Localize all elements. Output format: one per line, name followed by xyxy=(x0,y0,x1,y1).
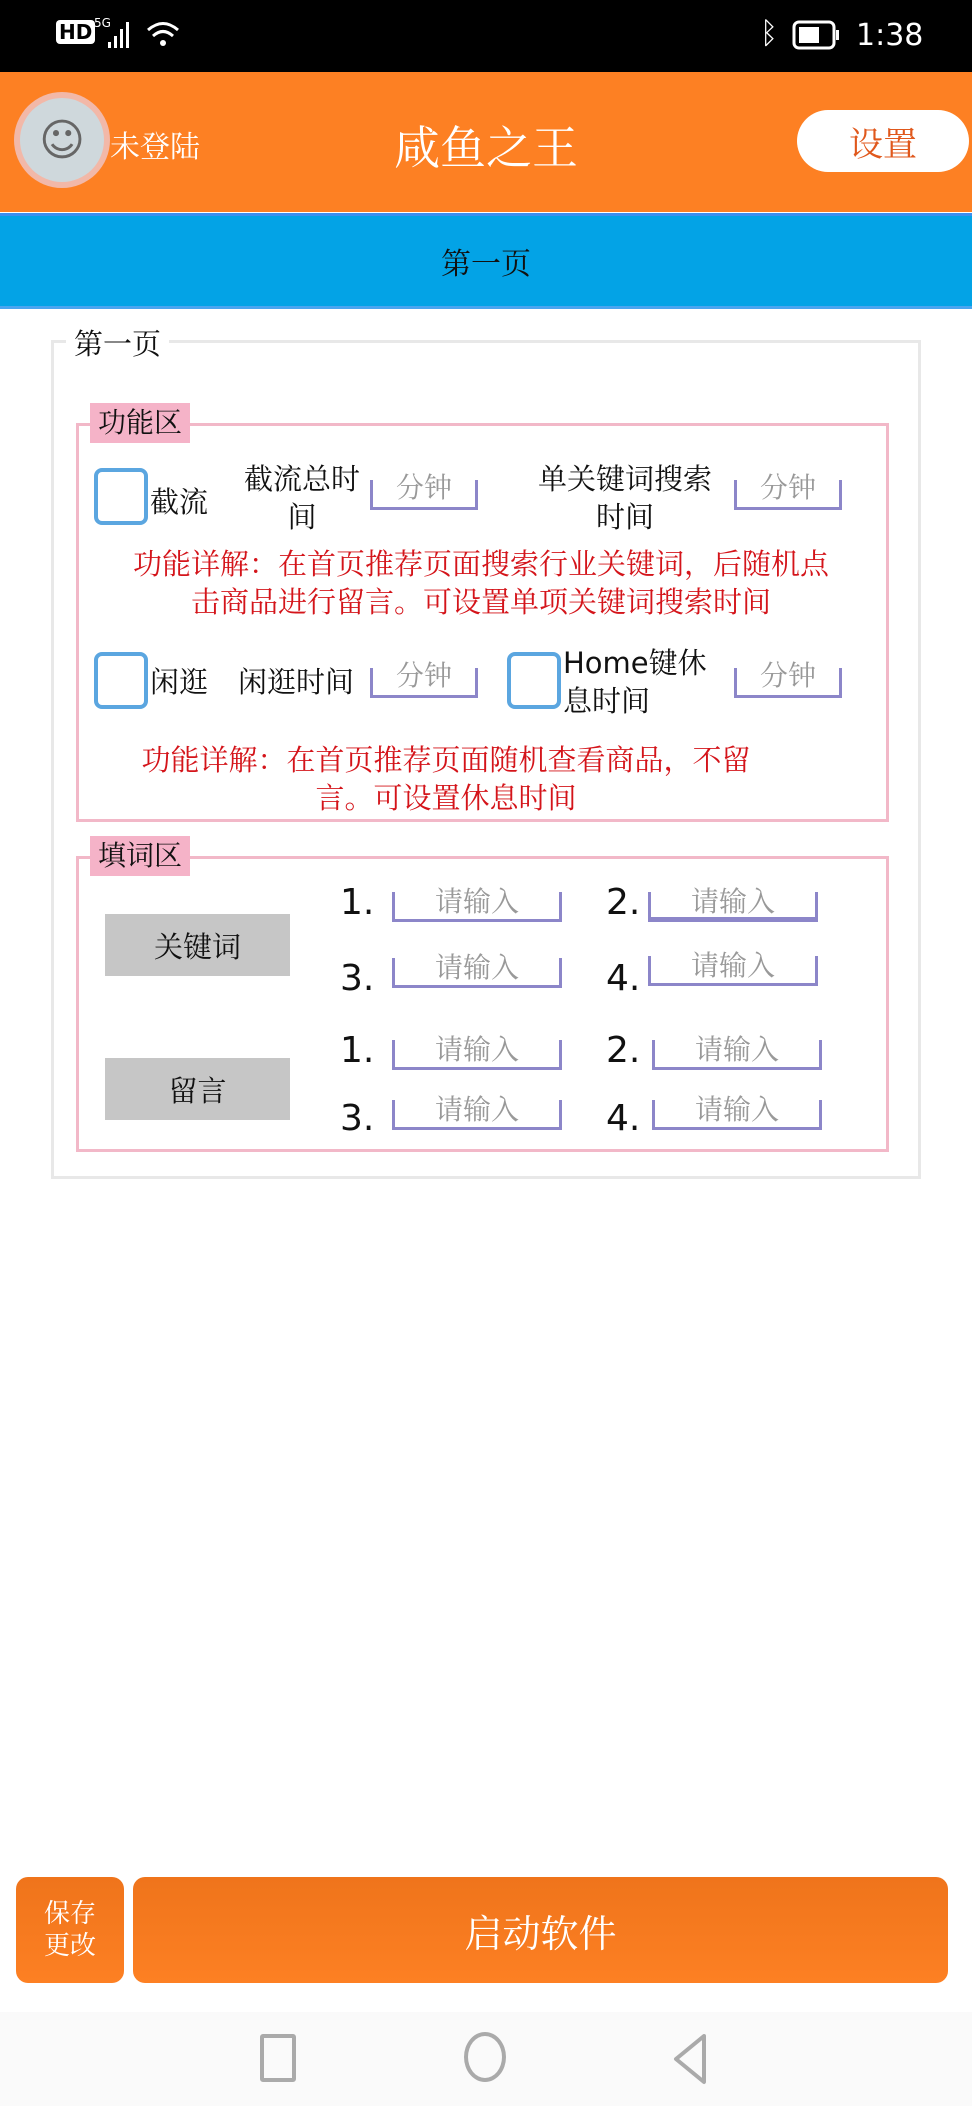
app-header xyxy=(0,72,972,212)
comment-input-3[interactable]: 请输入 xyxy=(392,1100,562,1130)
keyword-button[interactable]: 关键词 xyxy=(105,914,290,976)
keyword-number-1: 1. xyxy=(340,882,375,923)
single-keyword-placeholder: 分钟 xyxy=(759,471,816,504)
function-area-label: 功能区 xyxy=(90,403,190,443)
fill-area-label: 填词区 xyxy=(90,836,190,876)
keyword-input-1[interactable]: 请输入 xyxy=(392,892,562,922)
home-rest-time-input[interactable] xyxy=(734,659,842,698)
app-title: 咸鱼之王 xyxy=(394,121,578,175)
signal-icon xyxy=(108,20,136,48)
avatar-face-icon: ☺ xyxy=(20,98,104,182)
xianguang-time-placeholder: 分钟 xyxy=(395,659,452,692)
total-time-label xyxy=(232,460,372,536)
home-rest-placeholder: 分钟 xyxy=(759,659,816,692)
home-rest-checkbox[interactable] xyxy=(507,652,561,709)
bluetooth-icon: ᛒ xyxy=(760,16,778,51)
comment-input-2[interactable]: 请输入 xyxy=(652,1040,822,1070)
keyword-number-4: 4. xyxy=(606,958,641,999)
total-time-label-line1: 截流总时 xyxy=(243,462,360,496)
keyword-number-2: 2. xyxy=(606,882,641,923)
tab-first-page[interactable] xyxy=(0,213,972,309)
jieliu-label: 截流 xyxy=(150,485,209,519)
jieliu-checkbox[interactable] xyxy=(94,468,148,525)
tab-label: 第一页 xyxy=(441,247,531,282)
settings-button[interactable]: 设置 xyxy=(797,110,969,172)
comment-number-4: 4. xyxy=(606,1098,641,1139)
home-rest-label-line2: 息时间 xyxy=(563,684,651,718)
battery-icon xyxy=(792,20,840,50)
hd-icon: HD xyxy=(56,20,95,44)
xianguang-time-input[interactable] xyxy=(370,659,478,698)
xianguang-label: 闲逛 xyxy=(150,665,209,699)
comment-input-1[interactable]: 请输入 xyxy=(392,1040,562,1070)
save-changes-button[interactable] xyxy=(16,1877,124,1983)
keyword-number-3: 3. xyxy=(340,958,375,999)
keyword-input-3[interactable]: 请输入 xyxy=(392,958,562,988)
system-nav-bar xyxy=(0,2012,972,2106)
total-time-input[interactable] xyxy=(370,471,478,510)
keyword-input-4[interactable]: 请输入 xyxy=(648,956,818,986)
login-status[interactable]: 未登陆 xyxy=(110,130,200,165)
back-icon[interactable] xyxy=(670,2032,710,2086)
comment-number-1: 1. xyxy=(340,1030,375,1071)
clock: 1:38 xyxy=(856,18,924,53)
home-rest-label-line1: Home键休 xyxy=(563,646,707,680)
single-keyword-time-label xyxy=(520,460,730,536)
home-rest-label xyxy=(563,644,707,720)
comment-input-4[interactable]: 请输入 xyxy=(652,1100,822,1130)
single-keyword-label-line1: 单关键词搜索 xyxy=(537,462,712,496)
jieliu-description xyxy=(86,545,876,621)
recents-icon[interactable] xyxy=(260,2034,296,2082)
start-software-button[interactable]: 启动软件 xyxy=(133,1877,948,1983)
xianguang-checkbox[interactable] xyxy=(94,652,148,709)
total-time-placeholder: 分钟 xyxy=(395,471,452,504)
home-icon[interactable] xyxy=(464,2032,506,2082)
avatar[interactable] xyxy=(14,92,110,188)
wifi-icon xyxy=(146,20,180,48)
xianguang-description xyxy=(96,741,796,817)
comment-number-3: 3. xyxy=(340,1098,375,1139)
xianguang-time-label: 闲逛时间 xyxy=(238,665,355,699)
xianguang-description-line2: 言。可设置休息时间 xyxy=(315,781,577,815)
5g-icon: 5G xyxy=(94,16,111,30)
single-keyword-time-input[interactable] xyxy=(734,471,842,510)
comment-number-2: 2. xyxy=(606,1030,641,1071)
save-label-line1: 保存 xyxy=(43,1899,96,1929)
keyword-input-2[interactable]: 请输入 xyxy=(648,892,818,922)
single-keyword-label-line2: 时间 xyxy=(595,500,654,534)
xianguang-description-line1: 功能详解：在首页推荐页面随机查看商品，不留 xyxy=(141,743,751,777)
jieliu-description-line2: 击商品进行留言。可设置单项关键词搜索时间 xyxy=(190,585,771,619)
total-time-label-line2: 间 xyxy=(287,500,317,534)
save-label-line2: 更改 xyxy=(43,1931,96,1961)
comment-button[interactable]: 留言 xyxy=(105,1058,290,1120)
status-bar xyxy=(0,0,972,72)
page-group-legend: 第一页 xyxy=(66,322,169,363)
jieliu-description-line1: 功能详解：在首页推荐页面搜索行业关键词，后随机点 xyxy=(132,547,829,581)
